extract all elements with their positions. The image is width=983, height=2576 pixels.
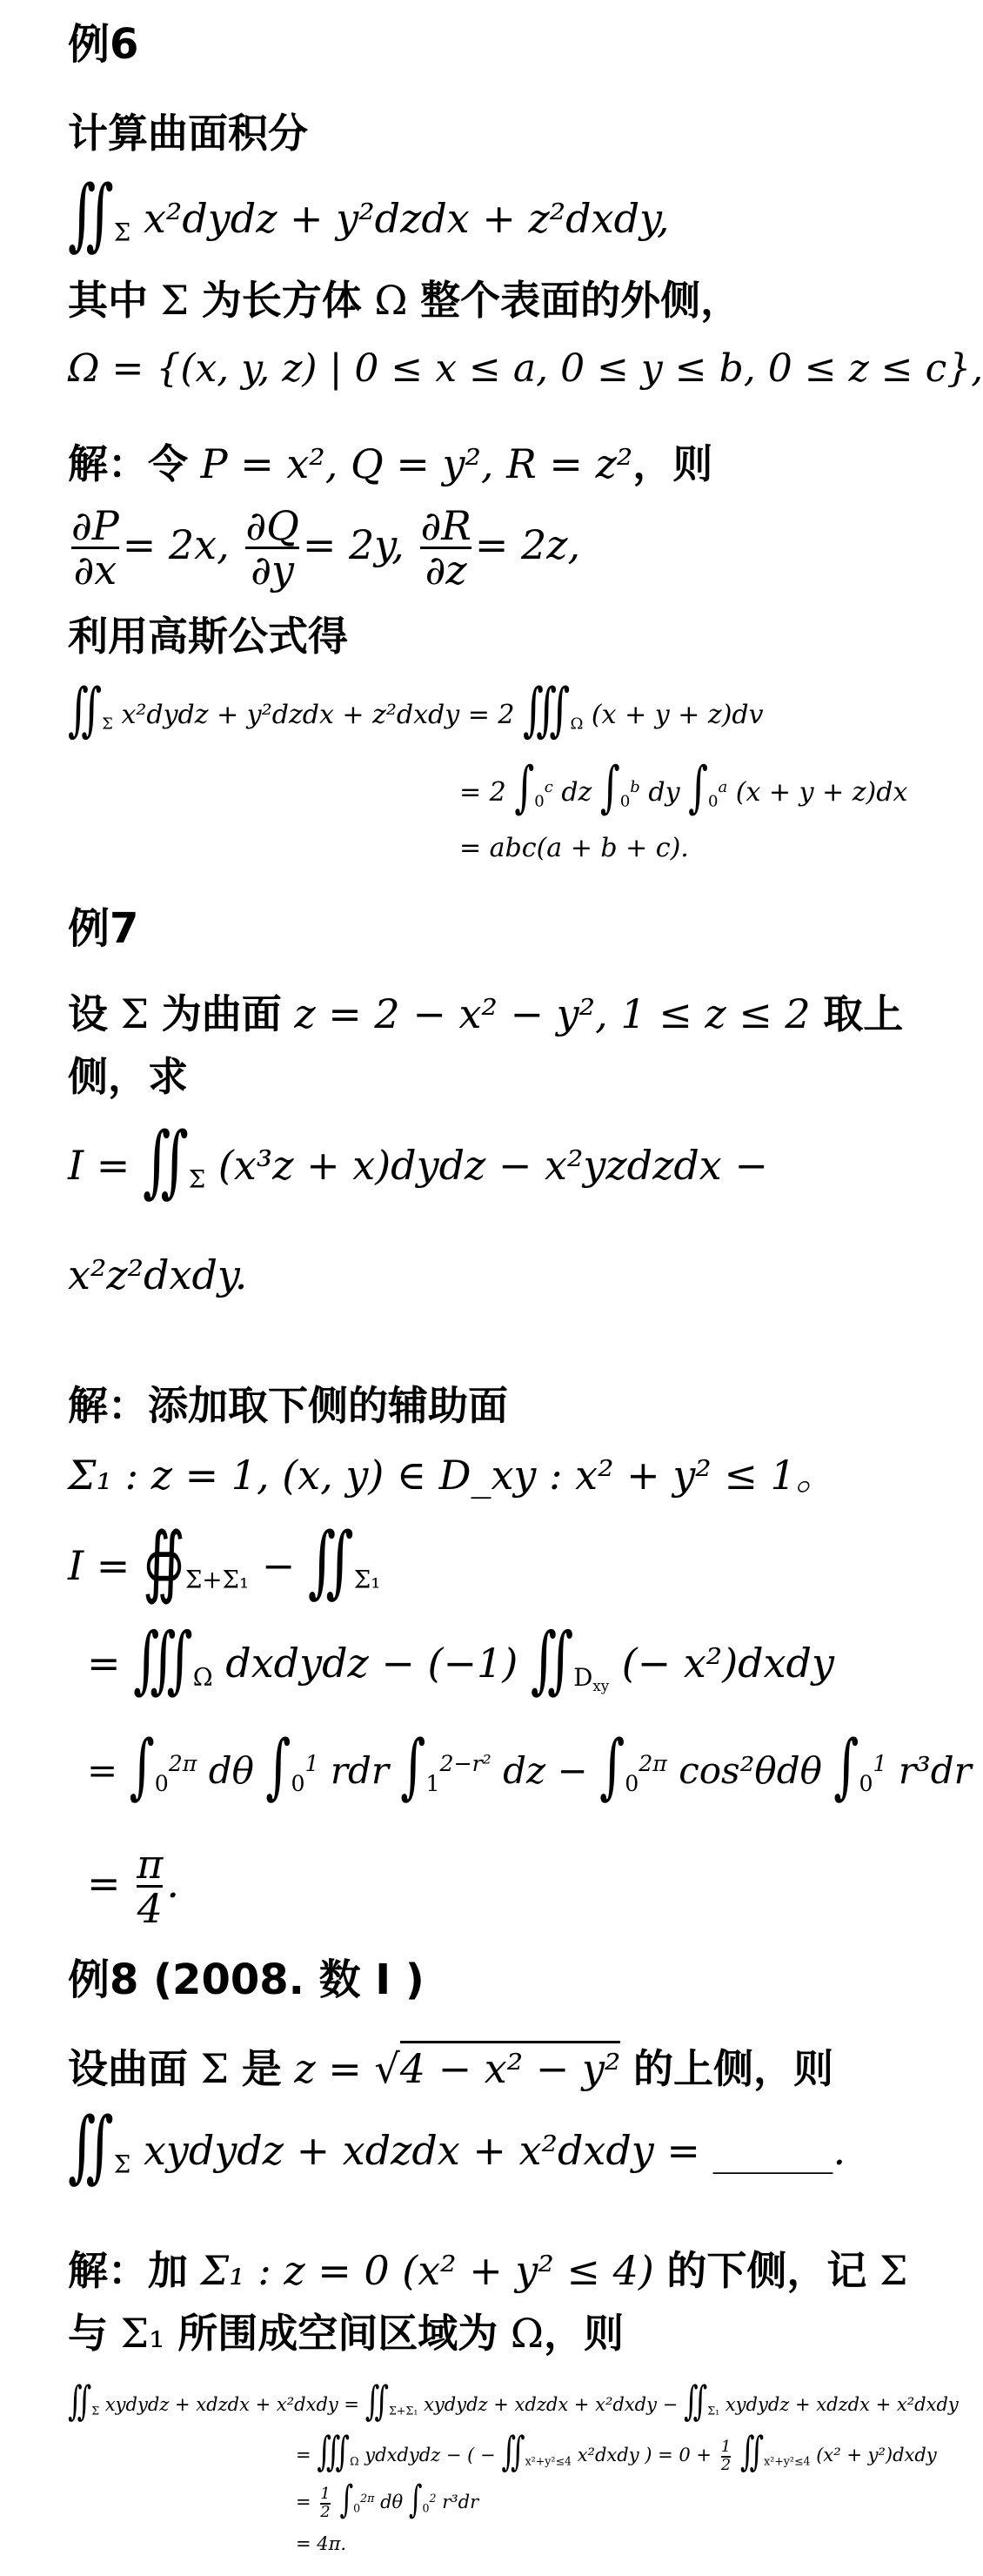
ex8-c2b: ydxdydz − ( − (364, 2445, 496, 2465)
ex7-step2-b: dxdydz − (−1) (225, 1640, 518, 1687)
ex6-partial-derivatives: $\frac{\partial P}{\partial x}$ = 2x, $\frac{\partial Q}{\partial y}$ = 2y, $\frac{\partial R}{\partial z}$ = 2z, (71, 502, 581, 594)
ex6-integrand: x²dydz + y²dzdx + z²dxdy, (143, 195, 670, 242)
deriv-q: = 2y, (302, 520, 405, 568)
ex6-calc-line-3: = abc(a + b + c). (459, 833, 689, 863)
ex8-c2a: = (296, 2445, 311, 2465)
ex6-calc-line-2: = 2 $\int_0^c$ dz $\int_0^b$ dy $\int_0^a$ (x + y + z)dx (459, 755, 908, 821)
ex8-sol-b: 的下侧，记 (666, 2247, 867, 2294)
sigma-subscript: Σ (113, 218, 131, 247)
ex6-calc-1a: x²dydz + y²dzdx + z²dxdy = 2 (121, 700, 515, 730)
ex6-integral-line (68, 167, 670, 260)
ex7-step-3: = $\int_0^{2\pi}$ dθ $\int_0^1$ rdr $\int_1^{2-r^2}$ dz − $\int_0^{2\pi}$ cos²θdθ $\int_0^1$ r³dr (87, 1726, 972, 1808)
ex7-text-d: 取上 (823, 990, 904, 1037)
ex6-sol-label: 解：令 (68, 440, 188, 487)
ex7-step3-c: dz − (503, 1749, 588, 1792)
ex8-line-2: $∬_\Sigma$ xydydz + xdzdx + x²dxdy = ______. (68, 2099, 846, 2192)
ex8-c3a: = (296, 2492, 311, 2512)
ex6-sol-then: ，则 (632, 440, 713, 487)
example-8-heading: 例8 (2008. 数 I ) (68, 1955, 425, 2004)
ex8-c2d: (x² + y²)dxdy (816, 2445, 937, 2465)
omega-definition: Ω = {(x, y, z) | 0 ≤ x ≤ a, 0 ≤ y ≤ b, 0 ≤ z ≤ c}, (68, 346, 983, 391)
ex7-integral-line: $I = ∬_\Sigma$ (x³z + x)dydz − x²yzdzdx − (68, 1114, 768, 1207)
ex8-sol-a: 解：加 (68, 2247, 188, 2294)
ex8-c1a: xydydz + xdzdx + x²dxdy = (104, 2394, 360, 2415)
ex8-c1c: xydydz + xdzdx + x²dxdy (725, 2394, 959, 2415)
deriv-p: = 2x, (122, 520, 230, 568)
ex7-step2-eq: = (87, 1640, 121, 1687)
ex8-text-b: 是 (241, 2045, 282, 2092)
ex8-c3c: r³dr (442, 2492, 479, 2512)
example-6-heading: 例6 (68, 20, 139, 69)
ex6-condition-line: 其中 Σ 为长方体 Ω 整个表面的外侧， (68, 277, 741, 324)
gauss-formula-text: 利用高斯公式得 (68, 613, 348, 660)
ex8-sol-e: ，则 (543, 2310, 624, 2357)
ex6-calc-2a: = 2 (459, 777, 506, 808)
ex6-cond-text-a: 其中 (68, 277, 148, 324)
ex7-text-b: 为曲面 (161, 990, 282, 1037)
ex6-calc-2d: (x + y + z)dx (735, 777, 908, 808)
ex7-result: = $\frac{\pi}{4}$ . (87, 1841, 180, 1933)
ex7-step3-a: dθ (208, 1749, 254, 1792)
ex8-c2c: x²dxdy ) = 0 + (577, 2445, 712, 2465)
ex7-text-a: 设 (68, 990, 108, 1037)
ex8-text-c: 的上侧，则 (633, 2045, 834, 2092)
ex8-text-a: 设曲面 (68, 2045, 188, 2092)
ex7-sigma1-def: Σ₁ : z = 1, (x, y) ∈ D_xy : x² + y² ≤ 1。 (68, 1452, 836, 1499)
ex6-task-text: 计算曲面积分 (68, 110, 308, 157)
ex7-step3-d: cos²θdθ (679, 1749, 822, 1792)
ex8-solution-line-1: 解：加 Σ₁ : z = 0 (x² + y² ≤ 4) 的下侧，记 Σ (68, 2247, 908, 2294)
ex8-line-1: 设曲面 Σ 是 z = √4 − x² − y² 的上侧，则 (68, 2047, 833, 2091)
ex7-solution-title: 解：添加取下侧的辅助面 (68, 1382, 508, 1429)
ex7-line-1: 设 Σ 为曲面 z = 2 − x² − y², 1 ≤ z ≤ 2 取上 (68, 990, 904, 1037)
ex7-line-2: 侧，求 (68, 1053, 188, 1100)
ex8-result: = 4π. (296, 2533, 347, 2554)
ex6-calc-1b: (x + y + z)dv (591, 700, 764, 730)
ex8-calc-line-1: $∬_\Sigma$ xydydz + xdzdx + x²dxdy = $∬_{\Sigma+\Sigma_1}$ xydydz + xdzdx + x²dxdy − $∬_{\Sigma_1}$ xydydz + xdzdx + x²dxdy (68, 2377, 959, 2425)
ex7-step-2: = $∭_\Omega$ dxdydz − (−1) $∬_{D_{xy}}$ (− x²)dxdy (87, 1616, 834, 1702)
ex6-cond-text-c: 整个表面的外侧， (420, 277, 741, 324)
ex8-c1b: xydydz + xdzdx + x²dxdy − (424, 2394, 679, 2415)
ex8-c3b: dθ (380, 2492, 404, 2512)
ex8-integrand: xydydz + xdzdx + x²dxdy = ______. (143, 2127, 846, 2174)
deriv-r: = 2z, (474, 520, 581, 568)
ex7-step-1: $I = ∯_{\Sigma+\Sigma_1}$ − $∬_{\Sigma_1}$ (68, 1514, 381, 1607)
ex8-calc-line-2: = $∭_\Omega$ ydxdydz − ( − $∬_{x^2+y^2\le 4}$ x²dxdy ) = 0 + $\frac{1}{2}$ $∬_{x^2+y^2\le 4}$ (x² + y²)dxdy (296, 2427, 937, 2476)
ex7-integrand: (x³z + x)dydz − x²yzdzdx − (217, 1142, 768, 1189)
ex7-integrand-cont: x²z²dxdy. (68, 1251, 248, 1298)
ex6-cond-text-b: 为长方体 (201, 277, 362, 324)
ex8-sol-c: 与 (68, 2310, 108, 2357)
ex7-step3-b: rdr (330, 1749, 389, 1792)
ex8-sol-d: 所围成空间区域为 (177, 2310, 498, 2357)
ex6-sol-formula: P = x², Q = y², R = z² (200, 440, 633, 487)
ex6-calc-line-1: $∬_\Sigma$ x²dydz + y²dzdx + z²dxdy = 2 $∭_\Omega$ (x + y + z)dv (68, 674, 764, 744)
ex8-solution-line-2: 与 Σ₁ 所围成空间区域为 Ω，则 (68, 2310, 624, 2357)
ex6-calc-2c: dy (648, 777, 680, 808)
ex6-calc-2b: dz (561, 777, 592, 808)
double-integral-sign: ∬ (68, 167, 114, 260)
ex7-surface-eq: z = 2 − x² − y², 1 ≤ z ≤ 2 (294, 990, 811, 1037)
ex8-calc-line-3: = $\frac{1}{2}$ $\int_0^{2\pi}$ dθ $\int_0^2$ r³dr (296, 2478, 479, 2522)
ex7-step3-e: r³dr (898, 1749, 972, 1792)
ex6-solution-line (68, 442, 712, 486)
example-7-heading: 例7 (68, 904, 139, 953)
ex7-step2-c: (− x²)dxdy (621, 1640, 834, 1687)
